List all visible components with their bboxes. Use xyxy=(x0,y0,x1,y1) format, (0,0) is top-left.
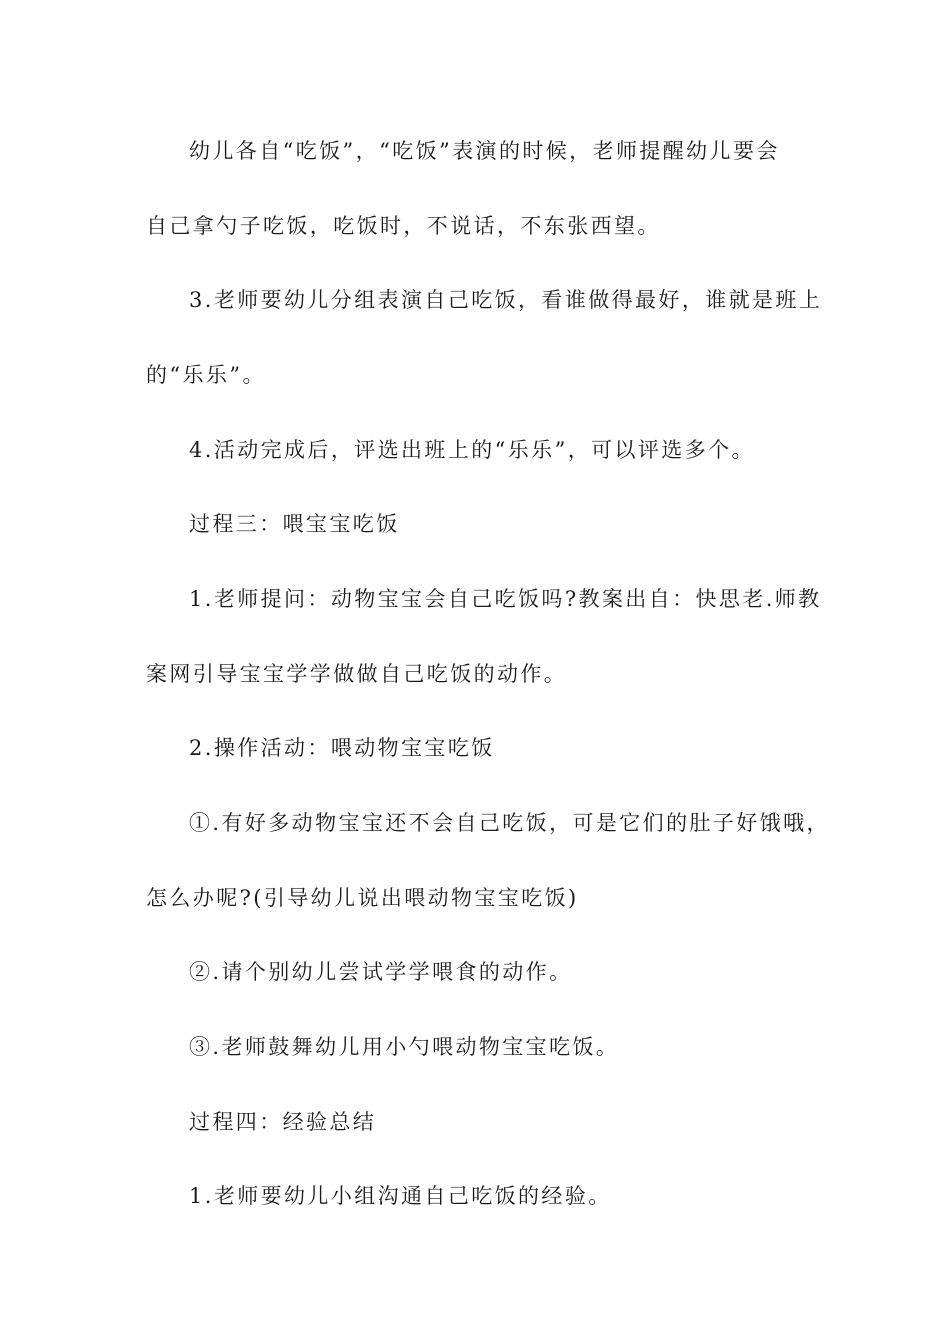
paragraph-line: ①.有好多动物宝宝还不会自己吃饭，可是它们的肚子好饿哦， xyxy=(189,811,830,835)
paragraph-line: 3.老师要幼儿分组表演自己吃饭，看谁做得最好，谁就是班上 xyxy=(189,288,823,312)
paragraph-line: ②.请个别幼儿尝试学学喂食的动作。 xyxy=(189,960,573,984)
paragraph-line: 2.操作活动：喂动物宝宝吃饭 xyxy=(189,736,495,760)
paragraph-line: ③.老师鼓舞幼儿用小勺喂动物宝宝吃饭。 xyxy=(189,1035,620,1059)
paragraph-line: 4.活动完成后，评选出班上的“乐乐”，可以评选多个。 xyxy=(189,438,755,462)
section-heading: 过程四：经验总结 xyxy=(189,1110,377,1134)
section-heading: 过程三：喂宝宝吃饭 xyxy=(189,512,400,536)
paragraph-line: 案网引导宝宝学学做做自己吃饭的动作。 xyxy=(146,662,568,686)
paragraph-line: 1.老师提问：动物宝宝会自己吃饭吗?教案出自：快思老.师教 xyxy=(189,587,822,611)
paragraph-line: 1.老师要幼儿小组沟通自己吃饭的经验。 xyxy=(189,1184,612,1208)
paragraph-line: 的“乐乐”。 xyxy=(146,363,266,387)
paragraph-line: 自己拿勺子吃饭，吃饭时，不说话，不东张西望。 xyxy=(146,214,661,238)
paragraph-line: 幼儿各自“吃饭”，“吃饭”表演的时候，老师提醒幼儿要会 xyxy=(189,139,780,163)
paragraph-line: 怎么办呢?(引导幼儿说出喂动物宝宝吃饭) xyxy=(146,886,579,910)
